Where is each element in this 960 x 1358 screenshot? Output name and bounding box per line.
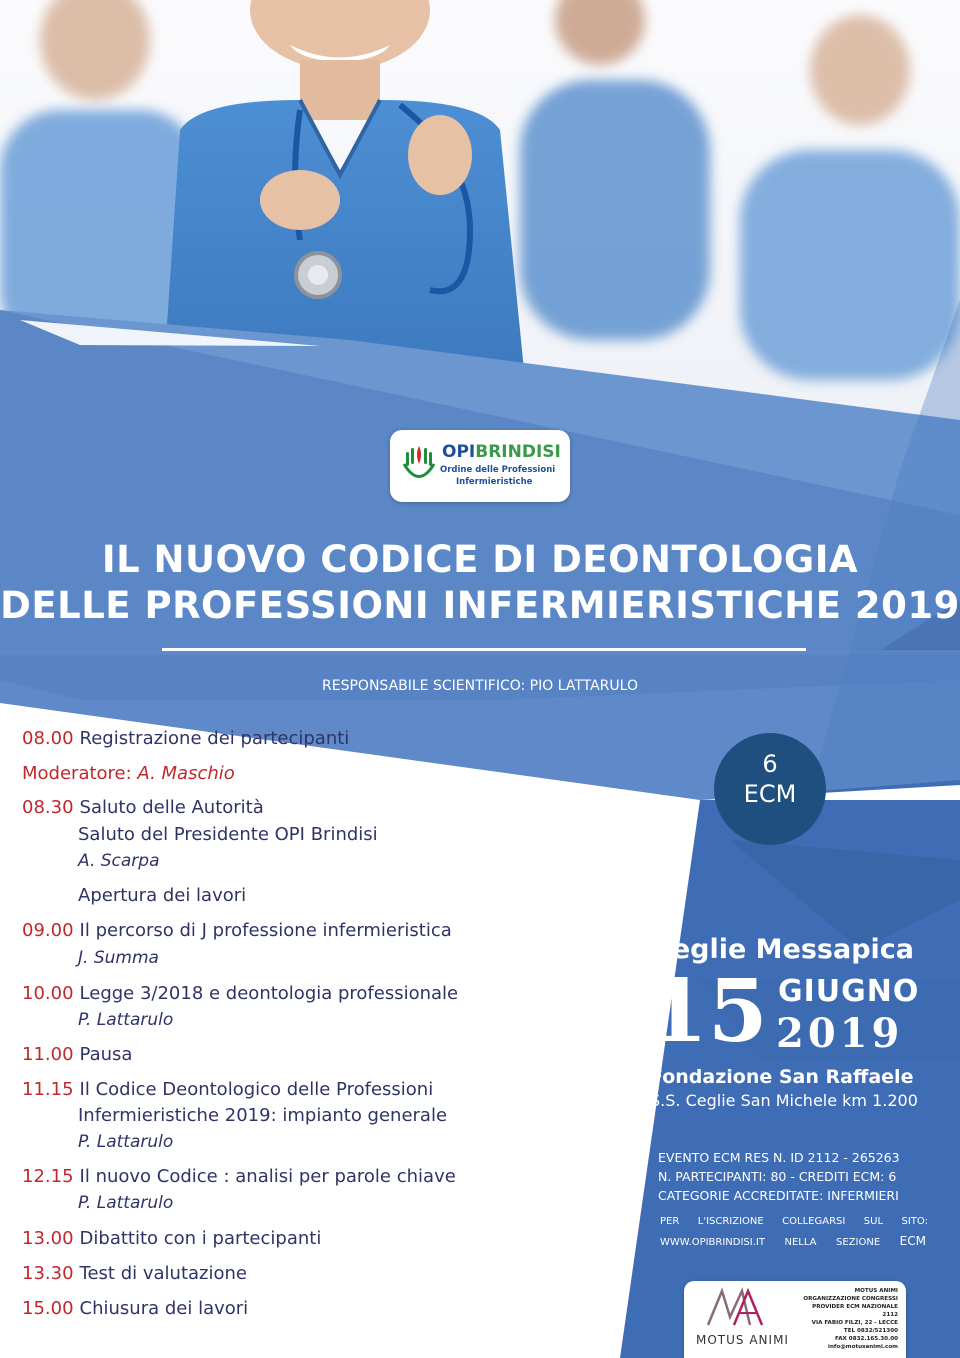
program-time: 09.00 [22,920,74,941]
program-row-1215 [22,1166,456,1187]
motus-animi-mark-icon [704,1285,768,1331]
event-day: 15 [648,961,768,1062]
program-row-1300 [22,1228,321,1249]
program-text: Legge 3/2018 e deontologia professionale [79,983,459,1004]
program-time: 11.00 [22,1044,74,1065]
program-row-0830-line2: Saluto del Presidente OPI Brindisi [78,824,378,845]
ecm-info-id: EVENTO ECM RES N. ID 2112 - 265263 [658,1150,900,1165]
ecm-info-partecipanti: N. PARTECIPANTI: 80 - CREDITI ECM: 6 [658,1169,897,1184]
ecm-number: 6 [762,750,778,778]
moderator-name: A. Maschio [137,763,235,784]
hands-icon [400,444,438,486]
moderator-label: Moderatore: [22,763,132,784]
moderator-row [22,763,235,784]
program-time: 13.30 [22,1263,74,1284]
program-time: 08.00 [22,728,74,749]
speaker-summa: J. Summa [78,948,159,968]
program-time: 15.00 [22,1298,74,1319]
registration-line: PER L'ISCRIZIONE COLLEGARSI SUL SITO: [660,1216,928,1227]
program-text: Saluto delle Autorità [79,797,264,818]
speaker-scarpa: A. Scarpa [78,851,160,871]
ecm-info-categorie: CATEGORIE ACCREDITATE: INFERMIERI [658,1188,899,1203]
program-row-1330 [22,1263,247,1284]
website-line: WWW.OPIBRINDISI.IT NELLA SEZIONE ECM [660,1234,926,1248]
program-text: Il percorso di J professione infermieristica [79,920,452,941]
responsabile-scientifico: RESPONSABILE SCIENTIFICO: PIO LATTARULO [322,678,638,694]
program-time: 12.15 [22,1166,74,1187]
motus-animi-logo [684,1281,906,1358]
ecm-badge [714,733,826,845]
program-text: Chiusura dei lavori [79,1298,249,1319]
event-address: S.S. Ceglie San Michele km 1.200 [650,1091,918,1110]
program-row-0830-line3: Apertura dei lavori [78,885,247,906]
program-row-1000 [22,983,458,1004]
program-time: 13.00 [22,1228,74,1249]
program-row-1115 [22,1079,433,1100]
opi-brindisi-logo [390,430,570,502]
program-row-0800 [22,728,349,749]
motus-animi-name: MOTUS ANIMI [696,1333,789,1347]
event-city: Ceglie Messapica [652,934,915,965]
ecm-info [658,1148,900,1205]
speaker-lattarulo-1: P. Lattarulo [78,1010,174,1030]
program-time: 11.15 [22,1079,74,1100]
logo-brand: OPIBRINDISI [442,442,561,462]
program-text: Pausa [79,1044,133,1065]
title-divider [162,648,806,651]
program-text: Registrazione dei partecipanti [79,728,350,749]
event-venue: Fondazione San Raffaele [650,1066,914,1088]
title-line-2: DELLE PROFESSIONI INFERMIERISTICHE 2019 [0,584,960,627]
event-year: 2019 [776,1010,904,1057]
event-month: GIUGNO [778,974,920,1009]
program-row-1100 [22,1044,132,1065]
ecm-label: ECM [743,780,797,808]
program-text: Dibattito con i partecipanti [79,1228,322,1249]
program-text: Test di valutazione [79,1263,247,1284]
program-text: Il Codice Deontologico delle Professioni [79,1079,434,1100]
logo-subtitle-1: Ordine delle Professioni [440,465,556,475]
program-text: Il nuovo Codice : analisi per parole chiave [79,1166,456,1187]
motus-animi-details: MOTUS ANIMI ORGANIZZAZIONE CONGRESSI PROVIDER ECM NAZIONALE 2112 VIA FABIO FILZI, 22 - LECCE TEL 0832/521300 FAX 0832.165.30.00 info@motusanimi.com [803,1288,898,1350]
program-row-0900 [22,920,452,941]
logo-subtitle-2: Infermieristiche [456,477,533,487]
program-time: 10.00 [22,983,74,1004]
program-time: 08.30 [22,797,74,818]
speaker-lattarulo-2: P. Lattarulo [78,1132,174,1152]
program-row-1115-line2: Infermieristiche 2019: impianto generale [78,1105,448,1126]
title-line-1: IL NUOVO CODICE DI DEONTOLOGIA [101,538,859,581]
program-row-1500 [22,1298,248,1319]
speaker-lattarulo-3: P. Lattarulo [78,1193,174,1213]
program-row-0830 [22,797,264,818]
website-link[interactable]: WWW.OPIBRINDISI.IT [660,1237,765,1248]
